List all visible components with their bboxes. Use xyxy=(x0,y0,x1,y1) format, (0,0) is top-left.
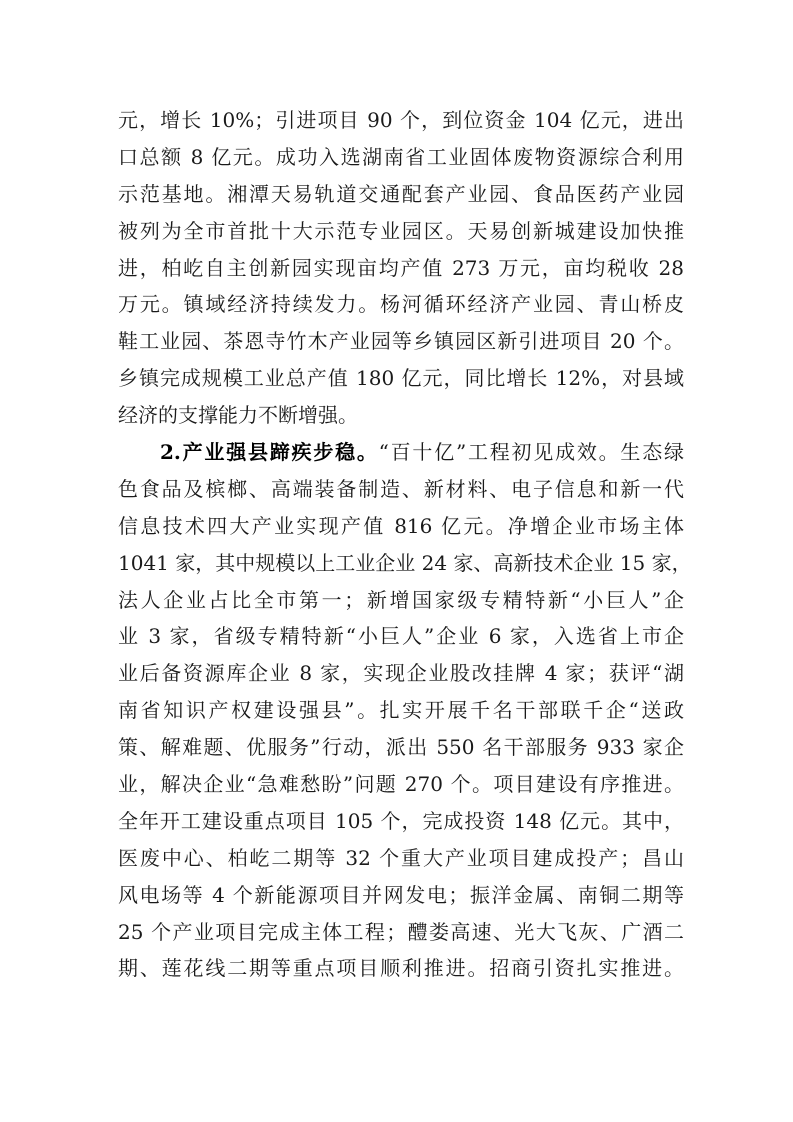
text-line: 色食品及槟榔、高端装备制造、新材料、电子信息和新一代 xyxy=(118,476,684,501)
text-line: 乡镇完成规模工业总产值 180 亿元，同比增长 12%，对县域 xyxy=(118,366,684,391)
text-line: 1041 家，其中规模以上工业企业 24 家、高新技术企业 15 家， xyxy=(118,550,692,575)
text-line: 医废中心、柏屹二期等 32 个重大产业项目建成投产；昌山 xyxy=(118,845,684,870)
text-line: 示范基地。湘潭天易轨道交通配套产业园、食品医药产业园 xyxy=(118,181,684,206)
text-line: 万元。镇域经济持续发力。杨河循环经济产业园、青山桥皮 xyxy=(118,292,684,317)
text-line: 经济的支撑能力不断增强。 xyxy=(118,403,358,428)
text-line: 策、解难题、优服务”行动，派出 550 名干部服务 933 家企 xyxy=(118,735,684,760)
text-line: 口总额 8 亿元。成功入选湖南省工业固体废物资源综合利用 xyxy=(118,144,684,169)
section-heading: 2.产业强县蹄疾步稳。 xyxy=(160,440,379,465)
text-line: 全年开工建设重点项目 105 个，完成投资 148 亿元。其中， xyxy=(118,808,684,833)
paragraph-industry-strong-county xyxy=(118,434,692,987)
text-line: 业后备资源库企业 8 家，实现企业股改挂牌 4 家；获评“湖 xyxy=(118,661,684,686)
text-line: 风电场等 4 个新能源项目并网发电；振洋金属、南铜二期等 xyxy=(118,882,684,907)
text-line: 期、莲花线二期等重点项目顺利推进。招商引资扎实推进。 xyxy=(118,956,684,981)
text-line: 鞋工业园、茶恩寺竹木产业园等乡镇园区新引进项目 20 个。 xyxy=(118,329,684,354)
text-line: 法人企业占比全市第一；新增国家级专精特新“小巨人”企 xyxy=(118,587,684,612)
text-line-first xyxy=(118,434,684,471)
text-line: 业 3 家，省级专精特新“小巨人”企业 6 家，入选省上市企 xyxy=(118,624,684,649)
text-line: 信息技术四大产业实现产值 816 亿元。净增企业市场主体 xyxy=(118,513,684,538)
document-page xyxy=(118,102,692,987)
paragraph-industrial-parks xyxy=(118,102,684,434)
text-line: 业，解决企业“急难愁盼”问题 270 个。项目建设有序推进。 xyxy=(118,772,684,797)
text-line: 被列为全市首批十大示范专业园区。天易创新城建设加快推 xyxy=(118,218,684,243)
text-line: 25 个产业项目完成主体工程；醴娄高速、光大飞灰、广酒二 xyxy=(118,919,684,944)
text-line: 元，增长 10%；引进项目 90 个，到位资金 104 亿元，进出 xyxy=(118,108,684,132)
text-span: “百十亿”工程初见成效。生态绿 xyxy=(378,440,684,465)
text-line: 南省知识产权建设强县”。扎实开展千名干部联千企“送政 xyxy=(118,698,684,723)
text-line: 进，柏屹自主创新园实现亩均产值 273 万元，亩均税收 28 xyxy=(118,255,684,280)
